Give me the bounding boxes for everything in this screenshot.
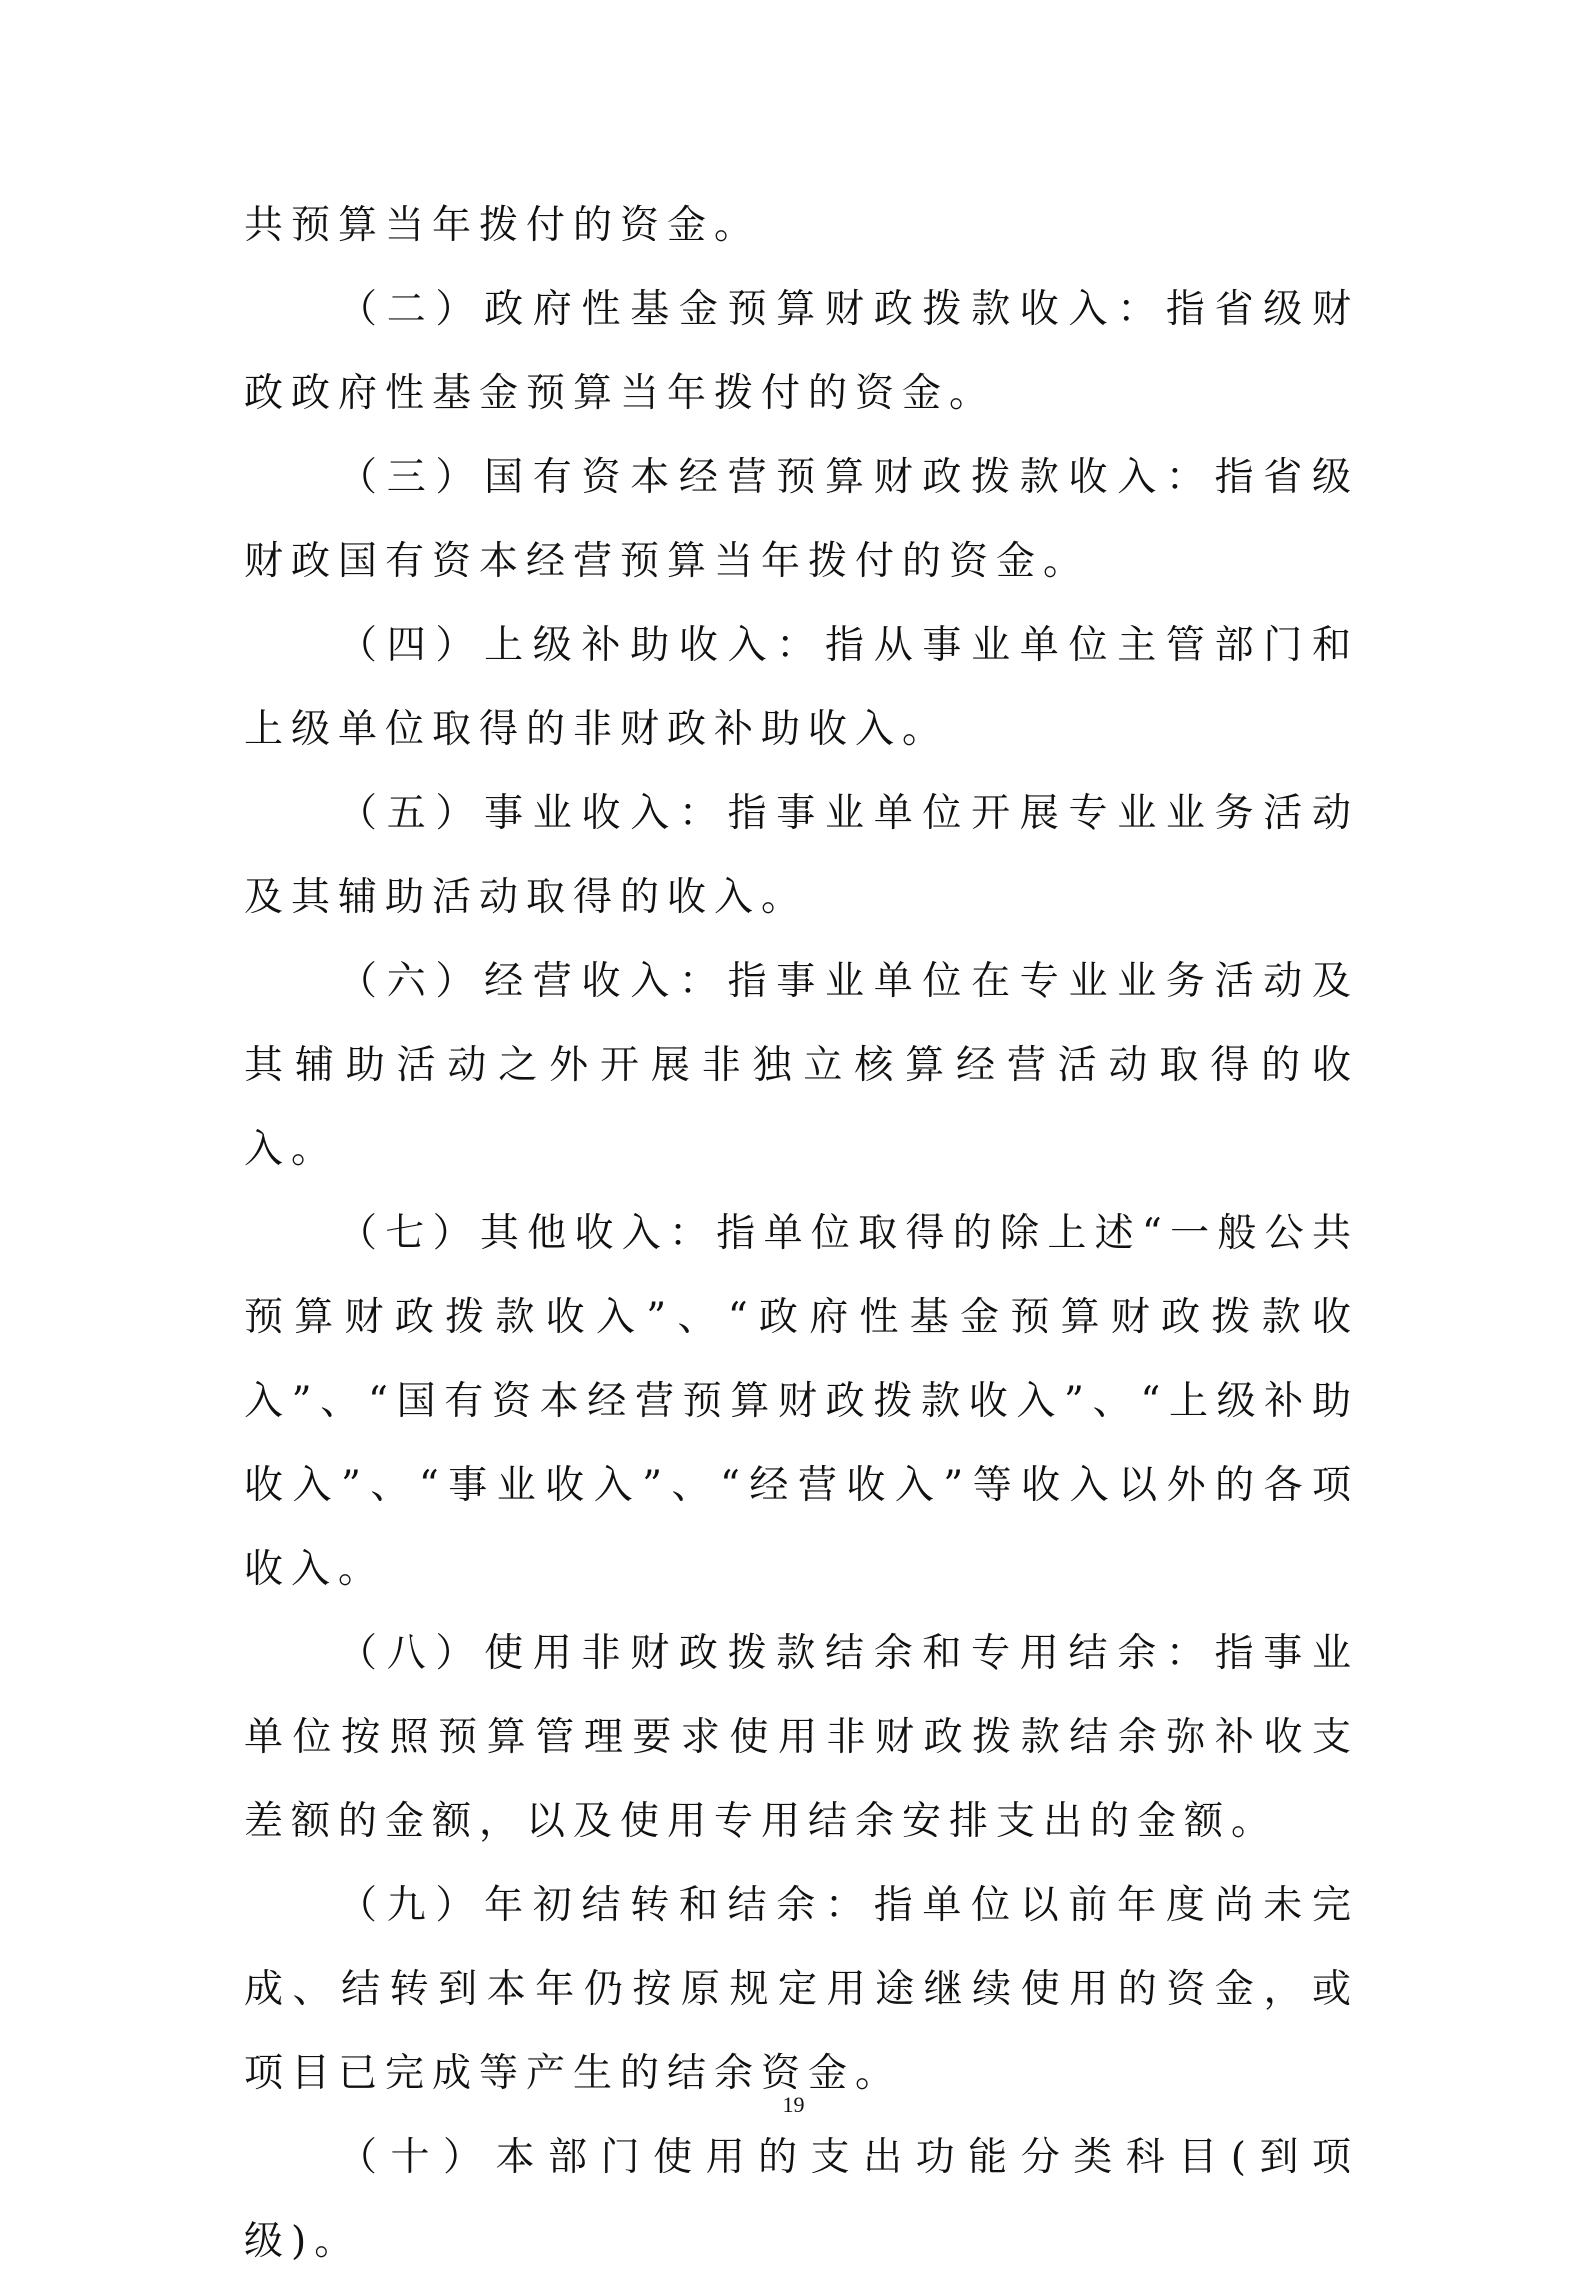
paragraph-item-2: （二）政府性基金预算财政拨款收入：指省级财政政府性基金预算当年拨付的资金。 xyxy=(244,287,1359,416)
body-text xyxy=(244,184,1359,2284)
paragraph-item-7: （七）其他收入：指单位取得的除上述“一般公共预算财政拨款收入”、“政府性基金预算财政拨款收入”、“国有资本经营预算财政拨款收入”、“上级补助收入”、“事业收入”、“经营收入”等收入以外的各项收入。 xyxy=(244,1211,1359,1592)
paragraph-item-5: （五）事业收入：指事业单位开展专业业务活动及其辅助活动取得的收入。 xyxy=(244,791,1359,920)
paragraph-item-9: （九）年初结转和结余：指单位以前年度尚未完成、结转到本年仍按原规定用途继续使用的资金，或项目已完成等产生的结余资金。 xyxy=(244,1883,1359,2096)
paragraph-item-10: （十）本部门使用的支出功能分类科目(到项级)。 xyxy=(244,2135,1359,2264)
paragraph-continuation: 共预算当年拨付的资金。 xyxy=(244,203,762,248)
paragraph-item-4: （四）上级补助收入：指从事业单位主管部门和上级单位取得的非财政补助收入。 xyxy=(244,623,1359,752)
paragraph-item-8: （八）使用非财政拨款结余和专用结余：指事业单位按照预算管理要求使用非财政拨款结余弥补收支差额的金额，以及使用专用结余安排支出的金额。 xyxy=(244,1631,1359,1844)
paragraph-item-3: （三）国有资本经营预算财政拨款收入：指省级财政国有资本经营预算当年拨付的资金。 xyxy=(244,455,1359,584)
paragraph-item-6: （六）经营收入：指事业单位在专业业务活动及其辅助活动之外开展非独立核算经营活动取得的收入。 xyxy=(244,959,1359,1172)
page-number: 19 xyxy=(782,2092,805,2117)
